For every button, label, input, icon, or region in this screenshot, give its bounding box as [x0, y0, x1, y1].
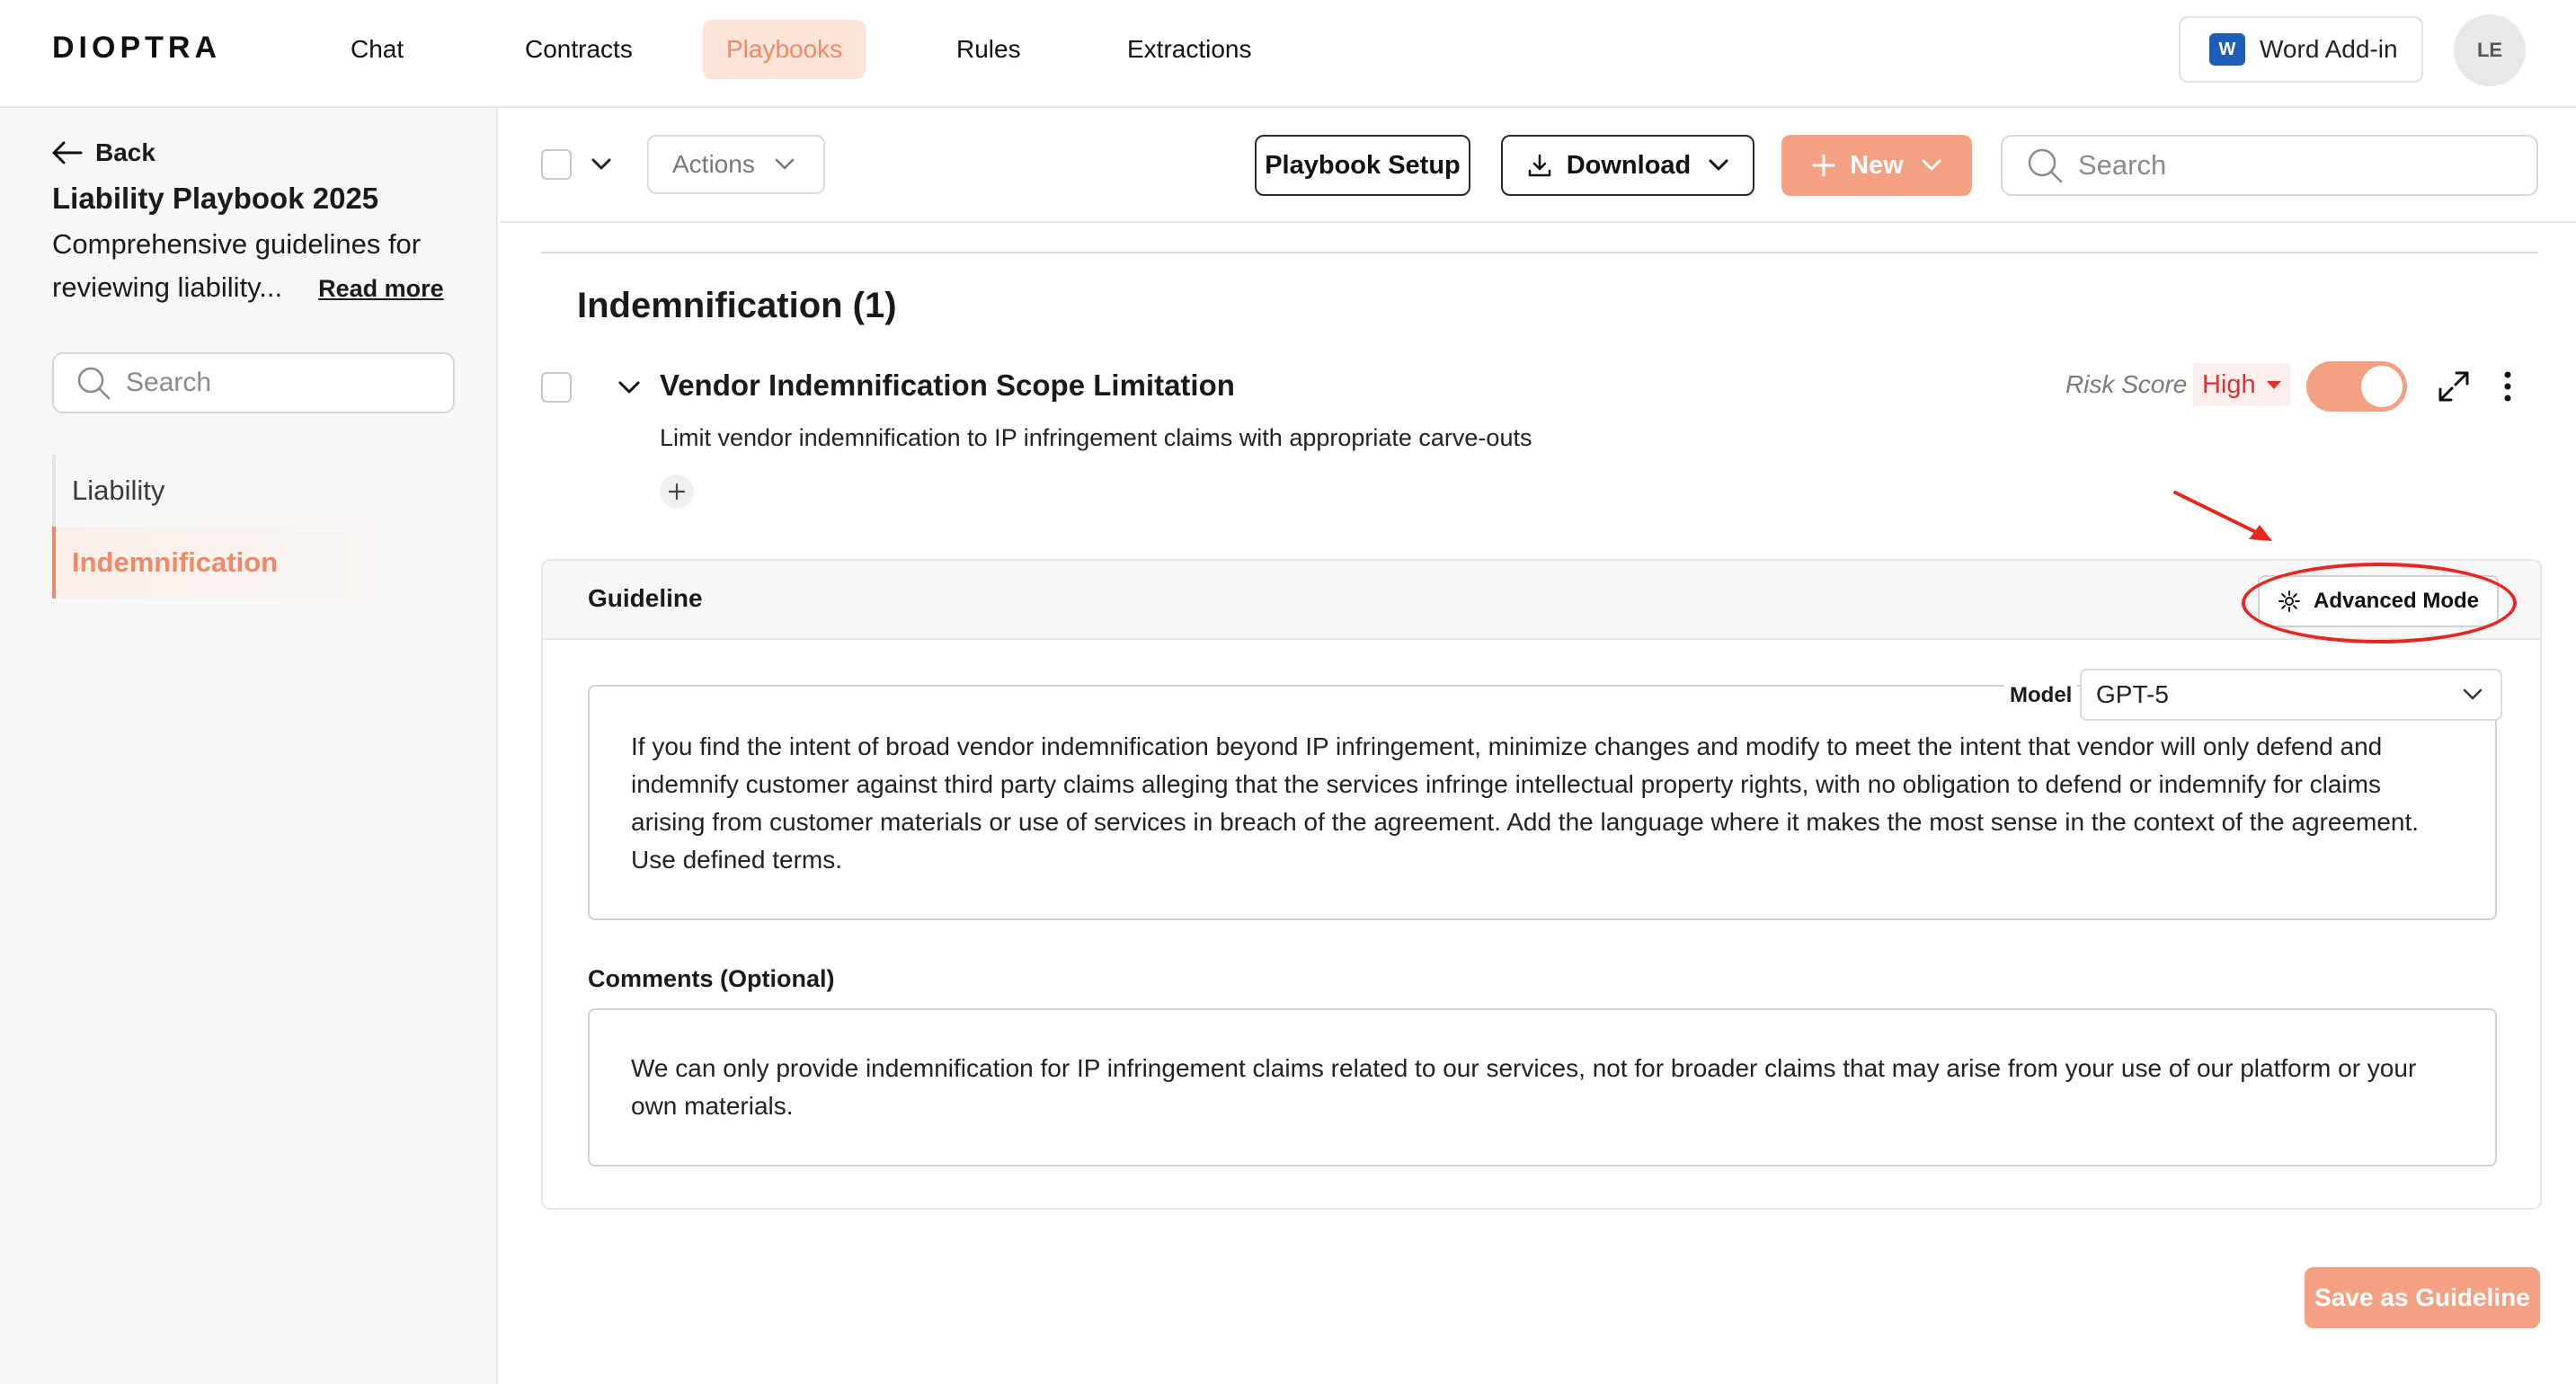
playbook-title: Liability Playbook 2025 [52, 182, 379, 215]
sidebar-search-placeholder: Search [126, 368, 212, 397]
playbook-setup-button[interactable]: Playbook Setup [1255, 135, 1470, 196]
playbook-desc-line2: reviewing liability... [52, 271, 283, 303]
top-nav-bar [0, 0, 2576, 108]
comments-text: We can only provide indemnification for IP infringement claims related to our services, not for broader claims that may arise from your use of our platform or your own materials. [631, 1054, 2417, 1120]
download-label: Download [1566, 150, 1692, 180]
chevron-down-icon [775, 158, 795, 171]
annotation-arrow-icon [2166, 485, 2283, 548]
sidebar-item-indemnification[interactable]: Indemnification [52, 527, 448, 599]
risk-score-label: Risk Score [2065, 370, 2188, 398]
comments-label: Comments (Optional) [588, 965, 835, 992]
select-all-checkbox[interactable] [541, 149, 572, 180]
annotation-highlight-ellipse [2242, 563, 2517, 643]
nav-rules[interactable]: Rules [956, 35, 1021, 63]
nav-chat[interactable]: Chat [351, 35, 404, 63]
guideline-card [541, 559, 2542, 1210]
rule-enabled-toggle[interactable] [2306, 361, 2407, 412]
playbook-desc-line1: Comprehensive guidelines for [52, 228, 422, 260]
comments-textarea[interactable] [588, 1008, 2497, 1167]
plus-icon [1812, 154, 1835, 177]
actions-dropdown[interactable] [647, 135, 825, 194]
risk-score-value: High [2202, 369, 2256, 399]
back-link[interactable] [52, 138, 155, 167]
rule-title[interactable]: Vendor Indemnification Scope Limitation [660, 368, 1235, 402]
advanced-mode-label: Advanced Mode [2313, 589, 2480, 613]
word-addin-button[interactable] [2179, 16, 2423, 83]
word-icon-letter: W [2218, 39, 2236, 59]
rule-checkbox[interactable] [541, 372, 572, 403]
user-avatar[interactable]: LE [2454, 14, 2526, 86]
read-more-link[interactable]: Read more [318, 275, 444, 302]
search-icon [76, 365, 111, 401]
arrow-left-icon [52, 141, 83, 164]
word-addin-label: Word Add-in [2260, 35, 2398, 63]
chevron-down-icon[interactable] [618, 381, 640, 395]
chevron-down-icon[interactable] [591, 158, 611, 171]
more-vertical-icon[interactable] [2502, 370, 2513, 403]
add-tag-button[interactable] [660, 475, 694, 509]
guideline-text: If you find the intent of broad vendor indemnification beyond IP infringement, minimize changes and modify to meet the intent that vendor will only defend and indemnify customer against third party claims alleging that the services infringe intellectual property rights, with no obligation to defend or indemnify for claims arising from customer materials or use of services in breach of the agreement. Add the language where it makes the most sense in the context of the agreement. Use defined terms. [631, 732, 2420, 874]
guideline-header-title: Guideline [588, 584, 703, 612]
sidebar-search-input[interactable] [52, 352, 455, 413]
download-icon [1527, 153, 1552, 178]
playbook-description [52, 223, 457, 310]
plus-icon [668, 483, 686, 501]
actions-label: Actions [672, 150, 755, 178]
nav-playbooks[interactable]: Playbooks [703, 20, 866, 79]
caret-down-icon [2267, 381, 2281, 389]
model-select[interactable] [2080, 669, 2502, 721]
chevron-down-icon [1922, 159, 1941, 172]
rule-subtitle: Limit vendor indemnification to IP infringement claims with appropriate carve-outs [660, 424, 1532, 451]
model-label: Model [2004, 683, 2077, 708]
section-title: Indemnification (1) [577, 286, 897, 325]
expand-icon[interactable] [2438, 370, 2470, 403]
model-value: GPT-5 [2096, 680, 2169, 708]
search-icon [2026, 146, 2064, 184]
app-logo[interactable]: DIOPTRA [52, 31, 221, 65]
guideline-card-header [543, 561, 2540, 640]
toggle-knob [2361, 366, 2403, 407]
download-button[interactable] [1501, 135, 1754, 196]
save-as-guideline-button[interactable]: Save as Guideline [2305, 1267, 2540, 1328]
word-icon [2209, 33, 2245, 66]
main-search-input[interactable] [2001, 135, 2538, 196]
chevron-down-icon [2463, 688, 2483, 701]
chevron-down-icon [1709, 159, 1728, 172]
back-label: Back [95, 138, 155, 166]
new-label: New [1850, 150, 1904, 180]
toolbar [500, 108, 2576, 223]
sidebar [0, 108, 498, 1384]
nav-contracts[interactable]: Contracts [525, 35, 633, 63]
section-divider [541, 252, 2538, 253]
risk-score-dropdown[interactable] [2193, 363, 2290, 406]
nav-extractions[interactable]: Extractions [1127, 35, 1252, 63]
main-search-placeholder: Search [2078, 149, 2167, 181]
sidebar-section-list [52, 455, 448, 599]
new-button[interactable] [1781, 135, 1972, 196]
sidebar-item-liability[interactable]: Liability [52, 455, 448, 527]
